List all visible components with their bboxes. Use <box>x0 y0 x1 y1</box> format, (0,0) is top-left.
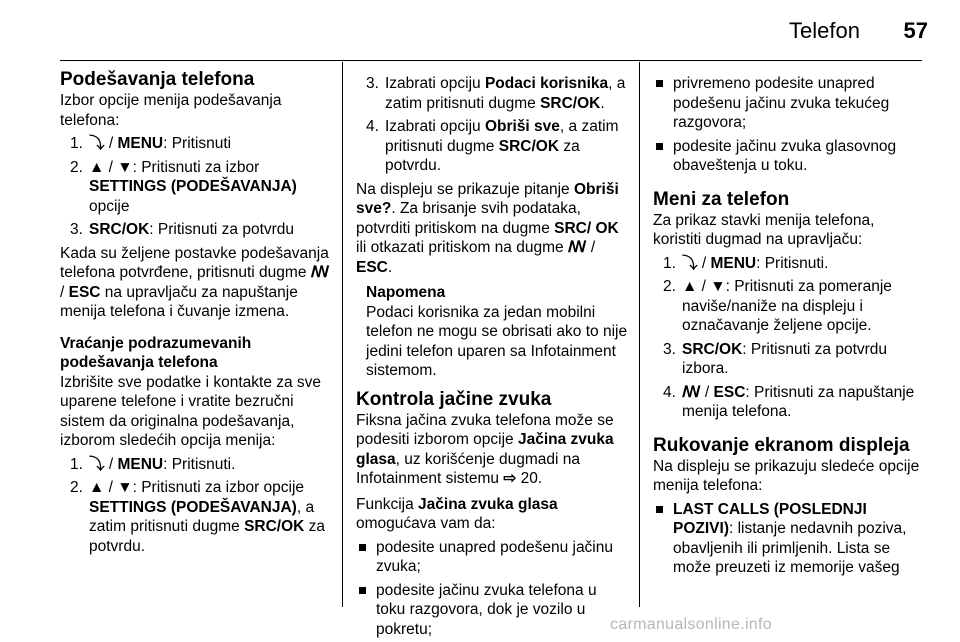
phone-hook-icon: ⤵ <box>682 254 698 272</box>
up-triangle-icon: ▲ <box>682 278 698 295</box>
step-item: 2. ▲ / ▼: Pritisnuti za pomeranje naviše/naniže na displeju i označavanje željene opcije. <box>663 278 892 334</box>
paragraph: Funkcija Jačina zvuka glasa omogućava vam da: <box>356 495 558 532</box>
phone-hook-icon: ⤵ <box>89 455 105 473</box>
paragraph: Na displeju se prikazuju sledeće opcije menija telefona: <box>653 457 920 494</box>
step-item: 3. SRC/OK: Pritisnuti za potvrdu izbora. <box>663 340 888 377</box>
step-list <box>653 254 925 422</box>
paragraph: Izbrišite sve podatke i kontakte za sve uparene telefone i vratite bezručni sistem da originalna podešavanja, izborom sledećih opcija menija: <box>60 373 322 449</box>
column-1 <box>60 68 332 556</box>
step-item: 3. SRC/OK: Pritisnuti za potvrdu <box>70 221 295 238</box>
back-icon: ꟿ <box>682 383 701 401</box>
header-title: Telefon <box>789 18 860 43</box>
step-item: 4. Izabrati opciju Obriši sve, a zatim pritisnuti dugme SRC/OK za potvrdu. <box>366 118 619 174</box>
paragraph: Kada su željene postavke podešavanja telefona potvrđene, pritisnuti dugme ꟿ / ESC na upravljaču za napuštanje menija telefona i čuvanje izmena. <box>60 244 330 320</box>
section-heading: Kontrola jačine zvuka <box>356 388 552 410</box>
bullet-list <box>653 74 925 176</box>
down-triangle-icon: ▼ <box>117 158 133 176</box>
column-3 <box>653 68 925 578</box>
note-box <box>356 283 630 381</box>
page-number: 57 <box>903 18 928 43</box>
list-item: podesite unapred podešenu jačinu zvuka; <box>356 538 630 577</box>
paragraph: Na displeju se prikazuje pitanje Obriši sve?. Za brisanje svih podataka, potvrditi pritiskom na dugme SRC/ OK ili otkazati pritiskom na dugme ꟿ / ESC. <box>356 180 619 276</box>
column-2 <box>356 68 630 639</box>
up-triangle-icon: ▲ <box>89 158 105 176</box>
down-triangle-icon: ▼ <box>117 479 133 496</box>
step-list <box>356 74 630 176</box>
phone-hook-icon: ⤵ <box>89 135 105 152</box>
step-item: 1. ⤵ / MENU: Pritisnuti <box>70 135 232 152</box>
paragraph: Fiksna jačina zvuka telefona može se podesiti izborom opcije Jačina zvuka glasa, uz korišćenje dugmadi na Infotainment sistemu ⇨ 20. <box>356 411 614 487</box>
down-triangle-icon: ▼ <box>710 278 726 295</box>
column-divider <box>639 62 640 607</box>
bullet-list <box>653 500 925 578</box>
step-list <box>60 134 332 240</box>
header-rule <box>60 60 922 61</box>
section-heading: Podešavanja telefona <box>60 69 255 90</box>
step-item: 2. ▲ / ▼: Pritisnuti za izbor opcije SETTINGS (PODEŠAVANJA), a zatim pritisnuti dugme SRC/OK za potvrdu. <box>70 479 326 555</box>
step-item: 3. Izabrati opciju Podaci korisnika, a zatim pritisnuti dugme SRC/OK. <box>366 75 626 112</box>
section-heading: Rukovanje ekranom displeja <box>653 434 910 456</box>
list-item: LAST CALLS (POSLEDNJI POZIVI): listanje nedavnih poziva, obavljenih ili primljenih. Lista se može preuzeti iz memorije vašeg <box>653 500 925 578</box>
step-item: 1. ⤵ / MENU: Pritisnuti. <box>663 254 829 272</box>
watermark: carmanualsonline.info <box>610 616 772 633</box>
list-item: podesite jačinu zvuka glasovnog obaveštenja u toku. <box>653 137 925 176</box>
subsection-heading: Vraćanje podrazumevanih podešavanja telefona <box>60 334 252 371</box>
up-triangle-icon: ▲ <box>89 479 105 496</box>
bullet-list <box>356 538 630 640</box>
column-divider <box>342 62 343 607</box>
step-item: 4. ꟿ / ESC: Pritisnuti za napuštanje menija telefona. <box>663 383 915 420</box>
step-item: 1. ⤵ / MENU: Pritisnuti. <box>70 455 236 473</box>
intro-text: Za prikaz stavki menija telefona, koristiti dugmad na upravljaču: <box>653 211 875 248</box>
note-title: Napomena <box>366 284 446 301</box>
note-text: Podaci korisnika za jedan mobilni telefon ne mogu se obrisati ako to nije jedini telefon uparen sa Infotainment sistemom. <box>366 303 628 379</box>
step-list <box>60 455 332 557</box>
step-item: 2. ▲ / ▼: Pritisnuti za izbor SETTINGS (PODEŠAVANJA) opcije <box>70 158 297 215</box>
page-ref-icon: ⇨ <box>503 470 517 487</box>
section-heading: Meni za telefon <box>653 188 790 210</box>
back-icon: ꟿ <box>310 264 330 281</box>
intro-text: Izbor opcije menija podešavanja telefona: <box>60 92 282 129</box>
list-item: podesite jačinu zvuka telefona u toku razgovora, dok je vozilo u pokretu; <box>356 581 630 640</box>
back-icon: ꟿ <box>567 239 587 256</box>
list-item: privremeno podesite unapred podešenu jačinu zvuka tekućeg razgovora; <box>653 74 925 133</box>
